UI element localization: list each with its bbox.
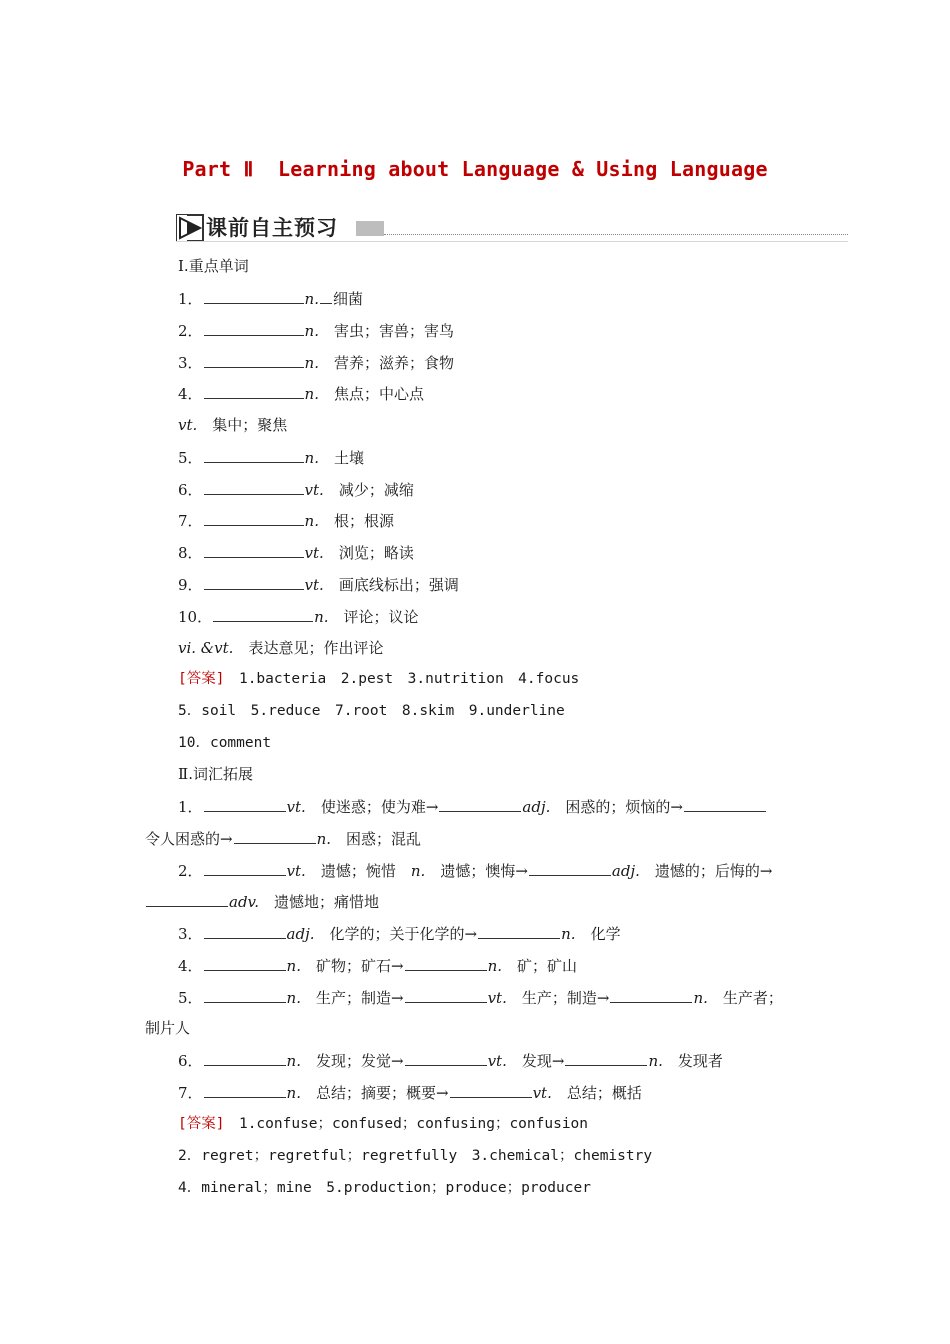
answer-blank <box>204 320 304 336</box>
answer-blank <box>204 1050 286 1066</box>
answer-blank <box>213 606 313 622</box>
item-number: 1． <box>178 798 203 816</box>
answer-blank <box>610 987 692 1003</box>
answer-blank <box>529 860 611 876</box>
answer-blank <box>478 923 560 939</box>
answer-label: [答案] <box>178 671 225 687</box>
item-number: 5． <box>178 449 203 467</box>
item-meaning: 营养；滋养；食物 <box>334 354 455 372</box>
expand-item-7 <box>178 1082 642 1103</box>
expand-item-3 <box>178 923 621 944</box>
item-number: 6． <box>178 481 203 499</box>
answer-blank <box>684 796 766 812</box>
vocab-item-3 <box>178 352 454 373</box>
part-of-speech: vt. <box>286 862 306 880</box>
item-meaning: 遗憾；懊悔→ <box>440 862 528 880</box>
part-of-speech: n. <box>410 862 426 880</box>
item-meaning: 总结；摘要；概要→ <box>316 1084 449 1102</box>
part-of-speech: adj. <box>286 925 315 943</box>
item-number: 3． <box>178 354 203 372</box>
item-number: 4． <box>178 957 203 975</box>
answer-label: [答案] <box>178 1116 225 1132</box>
answer-blank <box>439 796 521 812</box>
part-of-speech: vt. <box>304 576 324 594</box>
answer-blank <box>204 860 286 876</box>
answer-blank <box>204 542 304 558</box>
part-of-speech: n. <box>304 449 319 467</box>
expand-item-1 <box>178 796 767 817</box>
expand-item-1-cont <box>145 828 421 849</box>
vocab-item-5 <box>178 447 364 468</box>
item-meaning: 评论；议论 <box>343 608 419 626</box>
expand-item-2 <box>178 860 772 881</box>
answer-blank <box>565 1050 647 1066</box>
expand-item-4 <box>178 955 577 976</box>
part-of-speech: n. <box>304 290 319 308</box>
part-of-speech: n. <box>487 957 503 975</box>
answer-blank <box>204 987 286 1003</box>
answer-blank <box>204 510 304 526</box>
part-of-speech: n. <box>286 1084 301 1102</box>
vocab-item-6 <box>178 479 414 500</box>
play-arrow-icon <box>176 214 204 242</box>
part2-heading: Ⅱ.词汇拓展 <box>178 765 253 783</box>
expand-item-2-cont <box>145 891 379 912</box>
item-meaning: 困惑；混乱 <box>346 830 422 848</box>
answer-blank <box>204 288 304 304</box>
part-of-speech: vt. <box>487 1052 507 1070</box>
part1-answer-line-1 <box>178 669 579 689</box>
part1-answer-line-3: 10．comment <box>178 735 272 751</box>
answer-blank <box>204 923 286 939</box>
page-title: Part Ⅱ Learning about Language & Using Language <box>182 157 768 181</box>
answer-blank <box>204 447 304 463</box>
vocab-item-4-extra <box>178 415 287 435</box>
section-header-rule <box>384 234 848 235</box>
answer-blank <box>320 288 332 304</box>
item-meaning: 生产；制造→ <box>316 989 404 1007</box>
part-of-speech: vt. <box>178 416 198 434</box>
part1-answer-line-2: 5．soil 5.reduce 7.root 8.skim 9.underline <box>178 703 565 719</box>
item-meaning: 令人困惑的→ <box>145 830 233 848</box>
part-of-speech: vt. <box>304 481 324 499</box>
item-number: 5． <box>178 989 203 1007</box>
item-number: 1． <box>178 290 203 308</box>
item-meaning: 总结；概括 <box>566 1084 642 1102</box>
item-meaning: 土壤 <box>334 449 365 467</box>
part-of-speech: adv. <box>229 893 260 911</box>
item-meaning: 矿；矿山 <box>517 957 578 975</box>
item-meaning: 浏览；略读 <box>338 544 414 562</box>
part-of-speech: n. <box>286 1052 301 1070</box>
item-meaning: 生产者； <box>722 989 783 1007</box>
expand-item-6 <box>178 1050 723 1071</box>
item-meaning: 画底线标出；强调 <box>338 576 459 594</box>
item-meaning: 减少；减缩 <box>338 481 414 499</box>
item-meaning: 根；根源 <box>334 512 395 530</box>
answer-blank <box>204 479 304 495</box>
item-meaning: 发现→ <box>521 1052 565 1070</box>
part-of-speech: vt. <box>487 989 507 1007</box>
answer-blank <box>204 383 304 399</box>
part2-answer-line-2: 2．regret；regretful；regretfully 3.chemical；chemistry <box>178 1148 653 1164</box>
item-meaning: 发现者 <box>677 1052 723 1070</box>
item-meaning: 集中；聚焦 <box>212 416 288 434</box>
item-meaning: 遗憾地；痛惜地 <box>274 893 380 911</box>
answer-blank <box>405 955 487 971</box>
section-header-underline <box>176 241 848 242</box>
item-number: 2． <box>178 862 203 880</box>
vocab-item-8 <box>178 542 414 563</box>
part-of-speech: n. <box>316 830 332 848</box>
expand-item-5 <box>178 987 783 1008</box>
answer-blank <box>204 955 286 971</box>
section-header-bar <box>356 221 384 236</box>
part-of-speech: vt. <box>532 1084 552 1102</box>
item-number: 10． <box>178 608 213 626</box>
answer-text: 1.confuse；confused；confusing；confusion <box>238 1116 589 1132</box>
vocab-item-2 <box>178 320 454 341</box>
section-header-text: 课前自主预习 <box>206 216 338 240</box>
vocab-item-7 <box>178 510 394 531</box>
answer-blank <box>450 1082 532 1098</box>
answer-blank <box>146 891 228 907</box>
section-header <box>176 212 848 242</box>
item-meaning: 化学的；关于化学的→ <box>329 925 478 943</box>
part-of-speech: vi. &vt. <box>178 639 234 657</box>
answer-blank <box>204 574 304 590</box>
part-of-speech: n. <box>648 1052 663 1070</box>
item-number: 9． <box>178 576 203 594</box>
part2-answer-line-1 <box>178 1114 588 1134</box>
item-number: 4． <box>178 385 203 403</box>
item-meaning: 害虫；害兽；害鸟 <box>334 322 455 340</box>
part-of-speech: n. <box>561 925 576 943</box>
item-meaning: 焦点；中心点 <box>334 385 425 403</box>
part-of-speech: vt. <box>286 798 306 816</box>
answer-blank <box>234 828 316 844</box>
answer-blank <box>405 1050 487 1066</box>
item-number: 8． <box>178 544 203 562</box>
answer-blank <box>204 352 304 368</box>
item-number: 3． <box>178 925 203 943</box>
item-meaning: 生产；制造→ <box>521 989 610 1007</box>
answer-blank <box>405 987 487 1003</box>
part-of-speech: n. <box>304 322 319 340</box>
answer-text: 1.bacteria 2.pest 3.nutrition 4.focus <box>238 671 580 687</box>
vocab-item-1 <box>178 288 363 309</box>
vocab-item-4 <box>178 383 424 404</box>
part-of-speech: n. <box>314 608 329 626</box>
vocab-item-9 <box>178 574 459 595</box>
answer-blank <box>204 1082 286 1098</box>
part-of-speech: n. <box>693 989 708 1007</box>
item-meaning: 困惑的；烦恼的→ <box>565 798 683 816</box>
item-number: 7． <box>178 1084 203 1102</box>
part1-heading: Ⅰ.重点单词 <box>178 257 249 275</box>
part-of-speech: n. <box>286 989 301 1007</box>
part-of-speech: n. <box>304 385 319 403</box>
vocab-item-10 <box>178 606 419 627</box>
item-meaning: 发现；发觉→ <box>316 1052 404 1070</box>
part-of-speech: adj. <box>611 862 640 880</box>
expand-item-5-cont: 制片人 <box>145 1019 191 1037</box>
part-of-speech: vt. <box>304 544 324 562</box>
item-meaning: 细菌 <box>332 290 363 308</box>
part-of-speech: n. <box>304 354 319 372</box>
item-number: 7． <box>178 512 203 530</box>
part-of-speech: adj. <box>522 798 551 816</box>
item-number: 6． <box>178 1052 203 1070</box>
part-of-speech: n. <box>304 512 319 530</box>
item-meaning: 遗憾；惋惜 <box>320 862 396 880</box>
item-meaning: 使迷惑；使为难→ <box>320 798 439 816</box>
vocab-item-10-extra <box>178 638 383 658</box>
part2-answer-line-3: 4．mineral；mine 5.production；produce；producer <box>178 1180 591 1196</box>
part-of-speech: n. <box>286 957 301 975</box>
item-number: 2． <box>178 322 203 340</box>
item-meaning: 表达意见；作出评论 <box>248 639 384 657</box>
answer-blank <box>204 796 286 812</box>
item-meaning: 化学 <box>590 925 621 943</box>
item-meaning: 遗憾的；后悔的→ <box>654 862 773 880</box>
item-meaning: 矿物；矿石→ <box>316 957 404 975</box>
